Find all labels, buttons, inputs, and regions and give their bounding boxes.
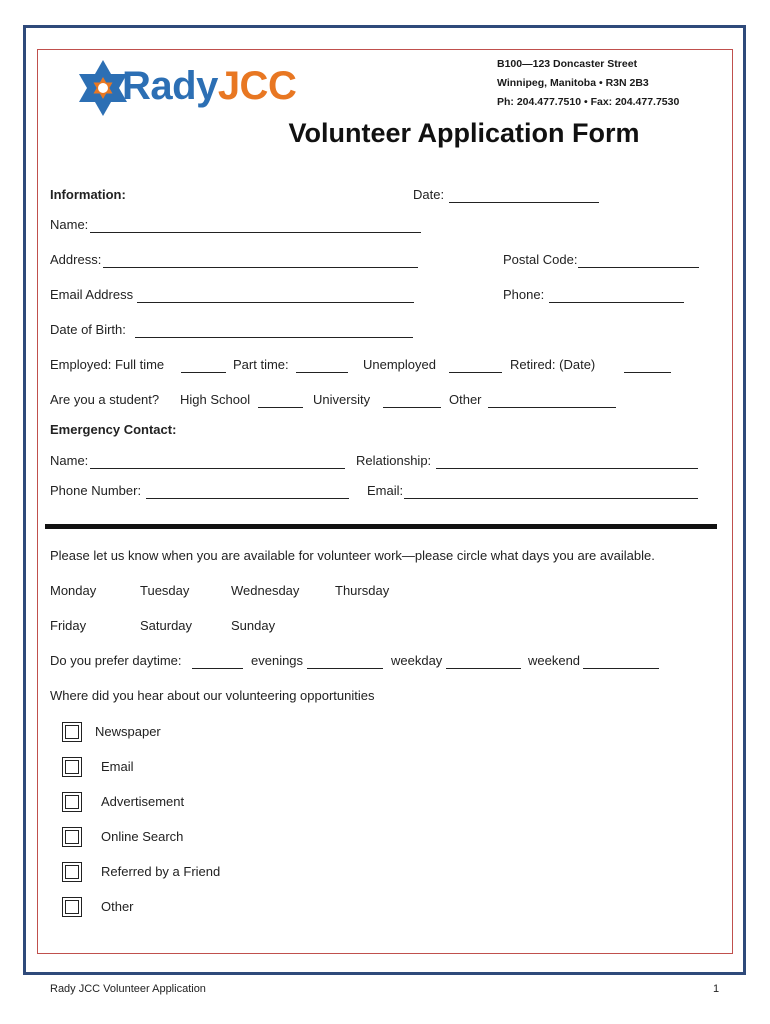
weekend-field[interactable]	[583, 668, 659, 669]
dob-label: Date of Birth:	[50, 322, 126, 337]
dob-field[interactable]	[135, 337, 413, 338]
heard-prompt: Where did you hear about our volunteering opportunities	[50, 688, 375, 703]
page-border-inner	[37, 49, 733, 954]
unemployed-field[interactable]	[449, 372, 502, 373]
day-thursday[interactable]: Thursday	[335, 583, 390, 598]
other-option-label: Other	[101, 899, 134, 914]
student-other-label: Other	[449, 392, 482, 407]
date-label: Date:	[413, 187, 445, 202]
page-title: Volunteer Application Form	[288, 118, 640, 148]
relationship-field[interactable]	[436, 468, 698, 469]
section-divider	[45, 524, 717, 529]
student-label: Are you a student?	[50, 392, 160, 407]
emergency-contact-heading: Emergency Contact:	[50, 422, 177, 437]
emergency-email-label: Email:	[367, 483, 404, 498]
emergency-name-field[interactable]	[90, 468, 345, 469]
evenings-field[interactable]	[307, 668, 383, 669]
address-line-1: B100—123 Doncaster Street	[497, 58, 638, 70]
phone-field[interactable]	[549, 302, 684, 303]
weekend-label: weekend	[528, 653, 581, 668]
evenings-label: evenings	[251, 653, 304, 668]
other-checkbox[interactable]	[62, 897, 82, 917]
high-school-field[interactable]	[258, 407, 303, 408]
email-option-label: Email	[101, 759, 134, 774]
university-field[interactable]	[383, 407, 441, 408]
email-checkbox[interactable]	[62, 757, 82, 777]
full-time-field[interactable]	[181, 372, 226, 373]
advertisement-checkbox[interactable]	[62, 792, 82, 812]
referred-friend-checkbox[interactable]	[62, 862, 82, 882]
retired-field[interactable]	[624, 372, 671, 373]
unemployed-label: Unemployed	[363, 357, 436, 372]
referred-friend-label: Referred by a Friend	[101, 864, 221, 879]
daytime-field[interactable]	[192, 668, 243, 669]
newspaper-checkbox[interactable]	[62, 722, 82, 742]
day-tuesday[interactable]: Tuesday	[140, 583, 190, 598]
page-number: 1	[713, 983, 720, 995]
weekday-field[interactable]	[446, 668, 521, 669]
name-label: Name:	[50, 217, 89, 232]
availability-prompt: Please let us know when you are available for volunteer work—please circle what days you are available.	[50, 548, 655, 563]
advertisement-label: Advertisement	[101, 794, 185, 809]
retired-label: Retired: (Date)	[510, 357, 596, 372]
phone-label: Phone:	[503, 287, 545, 302]
address-field[interactable]	[103, 267, 418, 268]
day-wednesday[interactable]: Wednesday	[231, 583, 300, 598]
weekday-label: weekday	[391, 653, 443, 668]
student-other-field[interactable]	[488, 407, 616, 408]
employed-full-time-label: Employed: Full time	[50, 357, 165, 372]
address-line-3: Ph: 204.477.7510 • Fax: 204.477.7530	[497, 96, 680, 108]
day-sunday[interactable]: Sunday	[231, 618, 276, 633]
email-label: Email Address	[50, 287, 134, 302]
part-time-label: Part time:	[233, 357, 289, 372]
relationship-label: Relationship:	[356, 453, 432, 468]
high-school-label: High School	[180, 392, 251, 407]
logo-text-jcc: JCC	[217, 64, 297, 108]
information-heading: Information:	[50, 187, 126, 202]
emergency-phone-label: Phone Number:	[50, 483, 142, 498]
day-monday[interactable]: Monday	[50, 583, 97, 598]
logo-text-rady: Rady	[122, 64, 218, 108]
postal-code-label: Postal Code:	[503, 252, 578, 267]
university-label: University	[313, 392, 371, 407]
emergency-phone-field[interactable]	[146, 498, 349, 499]
prefer-daytime-label: Do you prefer daytime:	[50, 653, 182, 668]
postal-code-field[interactable]	[578, 267, 699, 268]
date-field[interactable]	[449, 202, 599, 203]
online-search-checkbox[interactable]	[62, 827, 82, 847]
day-saturday[interactable]: Saturday	[140, 618, 193, 633]
address-label: Address:	[50, 252, 102, 267]
logo-wordmark	[122, 64, 296, 109]
emergency-email-field[interactable]	[404, 498, 698, 499]
email-field[interactable]	[137, 302, 414, 303]
name-field[interactable]	[90, 232, 421, 233]
footer-title: Rady JCC Volunteer Application	[50, 983, 206, 995]
emergency-name-label: Name:	[50, 453, 89, 468]
address-line-2: Winnipeg, Manitoba • R3N 2B3	[497, 77, 649, 89]
newspaper-label: Newspaper	[95, 724, 161, 739]
part-time-field[interactable]	[296, 372, 348, 373]
day-friday[interactable]: Friday	[50, 618, 87, 633]
online-search-label: Online Search	[101, 829, 184, 844]
